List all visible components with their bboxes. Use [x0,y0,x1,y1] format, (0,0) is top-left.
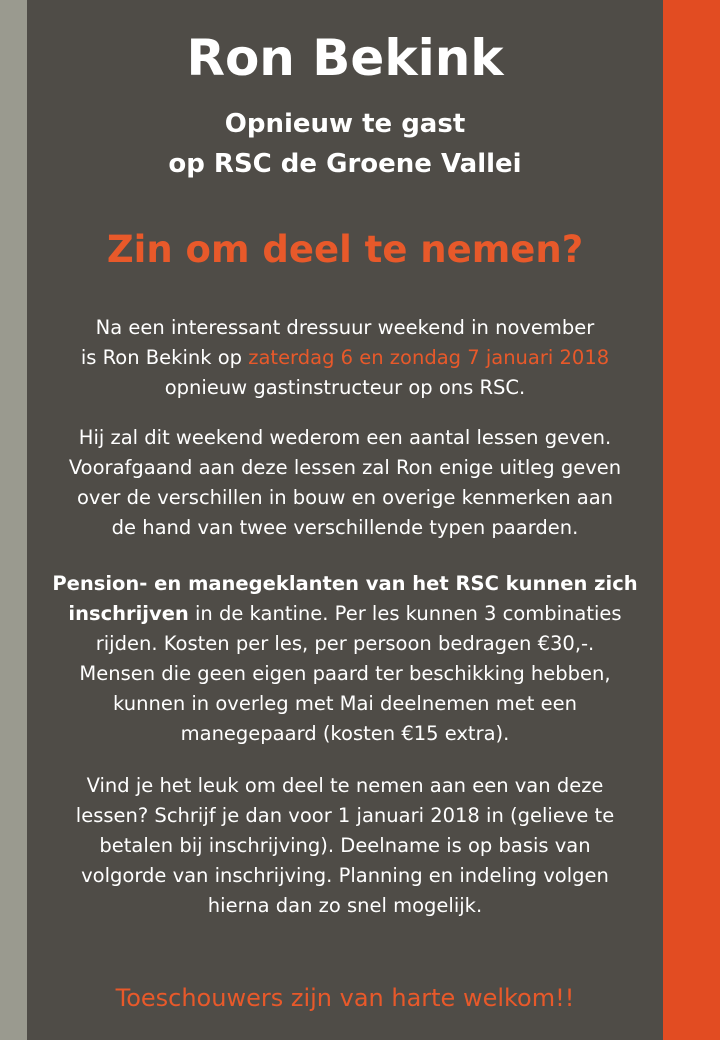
signup-line-3: betalen bij inschrijving). Deelname is op basis van [99,834,591,857]
flyer-title: Ron Bekink [186,29,504,87]
signup-line-1: Vind je het leuk om deel te nemen aan een van deze [86,774,604,797]
lessons-line-1: Hij zal dit weekend wederom een aantal lessen geven. [78,426,612,449]
registration-line-2 [27,599,663,629]
intro-line-2-prefix: is Ron Bekink op [80,346,249,369]
intro-line-1: Na een interessant dressuur weekend in november [95,316,595,339]
intro-paragraph [27,313,663,403]
lessons-paragraph [27,423,663,543]
registration-line-2-rest: in de kantine. Per les kunnen 3 combinaties [188,602,622,625]
signup-paragraph [27,771,663,921]
registration-paragraph [27,569,663,749]
signup-line-2: lessen? Schrijf je dan voor 1 januari 2018 in (gelieve te [75,804,615,827]
registration-line-3: rijden. Kosten per les, per persoon bedragen €30,-. [95,632,595,655]
registration-line-5: kunnen in overleg met Mai deelnemen met een [113,692,577,715]
subtitle-line-1: Opnieuw te gast [224,109,466,139]
registration-line-1: Pension- en manegeklanten van het RSC kunnen zich [52,572,638,595]
spectators-welcome: Toeschouwers zijn van harte welkom!! [115,984,575,1012]
lessons-line-4: de hand van twee verschillende typen paarden. [111,516,579,539]
registration-line-2-bold: inschrijven [68,602,189,625]
lessons-line-3: over de verschillen in bouw en overige kenmerken aan [76,486,614,509]
registration-line-4: Mensen die geen eigen paard ter beschikking hebben, [79,662,611,685]
flyer-subtitle [27,104,663,184]
event-dates: zaterdag 6 en zondag 7 januari 2018 [248,346,610,369]
right-orange-stripe [663,0,720,1040]
intro-line-3: opnieuw gastinstructeur op ons RSC. [164,376,526,399]
lessons-line-2: Voorafgaand aan deze lessen zal Ron enige uitleg geven [68,456,622,479]
signup-line-5: hierna dan zo snel mogelijk. [207,894,483,917]
subtitle-line-2: op RSC de Groene Vallei [168,149,522,179]
intro-line-2 [27,343,663,373]
signup-line-4: volgorde van inschrijving. Planning en indeling volgen [81,864,609,887]
left-gray-stripe [0,0,27,1040]
registration-line-6: manegepaard (kosten €15 extra). [180,722,510,745]
headline: Zin om deel te nemen? [106,228,584,271]
